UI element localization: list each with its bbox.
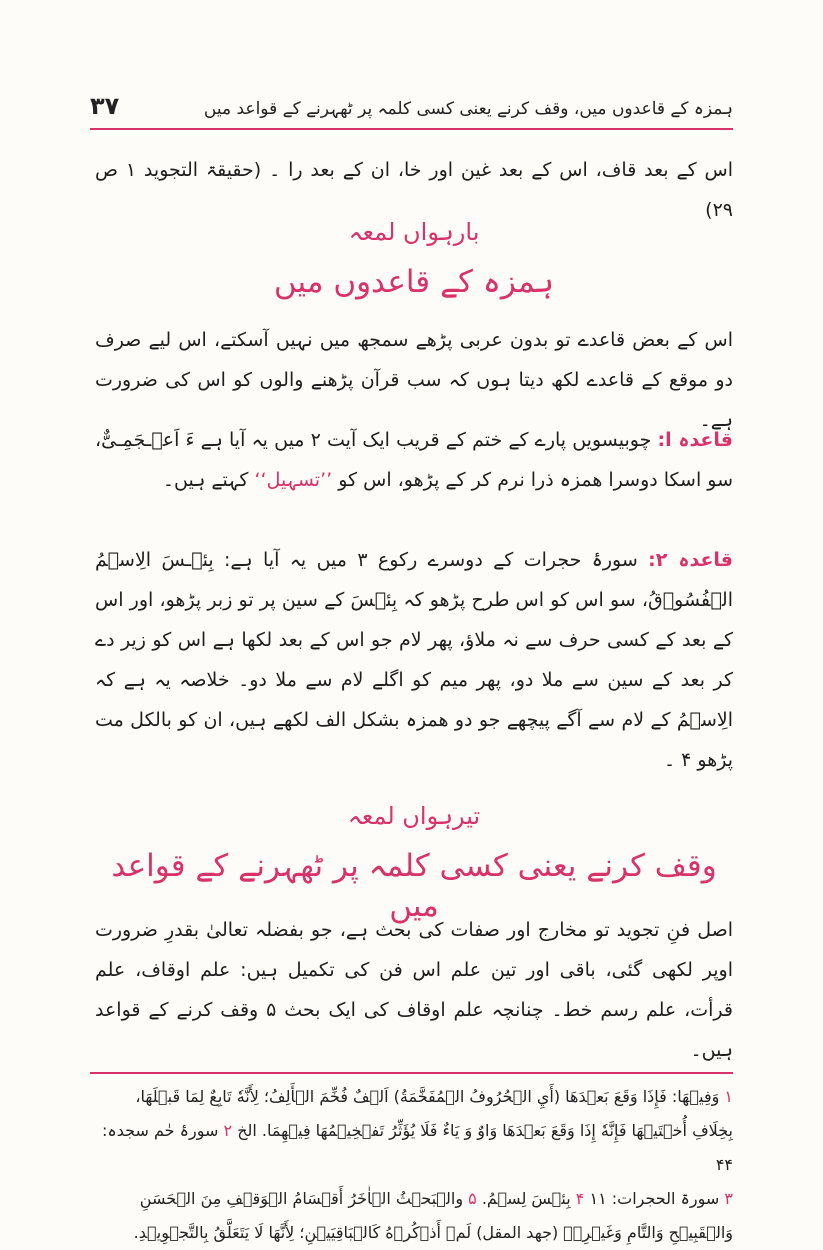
footnote-2-text: سورۂ حٰم سجدہ: ۴۴ bbox=[102, 1121, 733, 1174]
footnote-5-text: والۡبَحۡثُ الۡاٰخَرُ أَقۡسَامُ الۡوَقۡفِ مِنَ الۡحَسَنِ وَالۡقَبِيۡحِ وَالتَّامِ وَغَیۡرِہٖ (جهد المقل) لَمۡ أَذۡكُرۡهُ كَالۡبَاقِيَيۡنِ؛ لِأَنَّهَا لَا يَتَعَلَّقُ بِالتَّجۡوِيۡدِ. bbox=[133, 1189, 733, 1242]
footnotes bbox=[95, 1080, 733, 1250]
footnote-divider bbox=[90, 1072, 733, 1074]
footnote-2-mark: ۲ bbox=[223, 1121, 233, 1140]
rule-2-label: قاعدہ ۲: bbox=[648, 549, 733, 571]
rule-1-text: چوبیسویں پارے کے ختم کے قریب ایک آیت ۲ میں یہ آیا ہے ءَ اَعۡـجَمِـیٌّ، سو اسکا دوسرا ھمزہ ذرا نرم کر کے پڑھو، اس کو bbox=[95, 429, 733, 491]
footnote-3-mark: ۳ bbox=[724, 1189, 733, 1208]
footnote-4-text: بِئۡسَ لِسۡمُ. bbox=[481, 1189, 571, 1208]
rule-1-tail: کہتے ہیں۔ bbox=[162, 469, 249, 491]
footnote-1-mark: ۱ bbox=[724, 1087, 733, 1106]
footnote-1-text: وَفِیۡهَا: فَإِذَا وَقَعَ بَعۡدَهَا (أَيِ الۡحُرُوفُ الۡمُفَخَّمَةُ) اَلۡفٌ فُخِّمَ الۡأَلِفُ؛ لِأَنَّهٗ تَابِعٌ لِمَا قَبۡلَهَا، بِخِلَافِ أُخۡتَيۡهَا فَإِنَّهٗ إِذَا وَقَعَ بَعۡدَهَا وَاوٌ وَ یَاءٌ فَلَا یُؤَثِّرُ تَفۡخِيۡمُهَا فِیۡهِمَا. الخ bbox=[135, 1087, 733, 1140]
rule-2 bbox=[95, 540, 733, 780]
page-header bbox=[90, 92, 733, 130]
section-12-paragraph: اس کے بعض قاعدے تو بدون عربی پڑھے سمجھ میں نہیں آسکتے، اس لیے صرف دو موقع کے قاعدے لکھ دیتا ہوں کہ سب قرآن پڑھنے والوں کو اس کی ضرورت ہے۔ bbox=[95, 329, 733, 431]
section-12-title: ہمزہ کے قاعدوں میں bbox=[273, 264, 555, 300]
rule-1 bbox=[95, 420, 733, 500]
rule-1-label: قاعدہ ا: bbox=[657, 429, 733, 451]
intro-line: اس کے بعد قاف، اس کے بعد غین اور خا، ان کے بعد را ۔ (حقیقۃ التجوید ۱ ص ۲۹) bbox=[95, 159, 733, 221]
section-12-heading: بارہواں لمعہ bbox=[348, 218, 480, 246]
page-number: ۳۷ bbox=[90, 92, 120, 120]
rule-1-term: ’’تسہیل‘‘ bbox=[254, 469, 333, 491]
footnote-1 bbox=[95, 1080, 733, 1182]
running-title: ہمزہ کے قاعدوں میں، وقف کرنے یعنی کسی کلمہ پر ٹھہرنے کے قواعد میں bbox=[203, 99, 733, 119]
footnote-4-mark: ۴ bbox=[575, 1189, 585, 1208]
rule-2-text: سورۂ حجرات کے دوسرے رکوع ۳ میں یہ آیا ہے: بِئۡـسَ الِاسۡمُ الۡفُسُوۡقُ، سو اس کو اس طرح پڑھو کہ بِئۡسَ کے سین پر تو زبر پڑھو، اور اس کے بعد کے کسی حرف سے نہ ملاؤ، پھر لام جو اس کے بعد لکھا ہے اس کو زیر دے کر بعد کے سین سے ملا دو، پھر میم کو اگلے لام سے ملا دو۔ خلاصہ یہ ہے کہ الِاسۡمُ کے لام سے آگے پیچھے جو دو ھمزہ بشکل الف لکھے ہیں، ان کو بالکل مت پڑھو ۴ ۔ bbox=[95, 549, 733, 771]
section-13-heading: تیرہواں لمعہ bbox=[347, 802, 481, 830]
footnote-3-5 bbox=[95, 1182, 733, 1250]
footnote-5-mark: ۵ bbox=[468, 1189, 477, 1208]
section-13-paragraph: اصل فنِ تجوید تو مخارج اور صفات کی بحث ہے، جو بفضلہ تعالیٰ بقدرِ ضرورت اوپر لکھی گئی، باقی اور تین علم اس فن کی تکمیل ہیں: علم اوقاف، علم قرأت، علم رسم خط۔ چنانچہ علم اوقاف کی ایک بحث ۵ وقف کرنے کے قواعد ہیں۔ bbox=[95, 919, 733, 1061]
section-13-title: وقف کرنے یعنی کسی کلمہ پر ٹھہرنے کے قواعد میں bbox=[111, 848, 717, 924]
footnote-3-text: سورۃ الحجرات: ۱۱ bbox=[589, 1189, 720, 1208]
